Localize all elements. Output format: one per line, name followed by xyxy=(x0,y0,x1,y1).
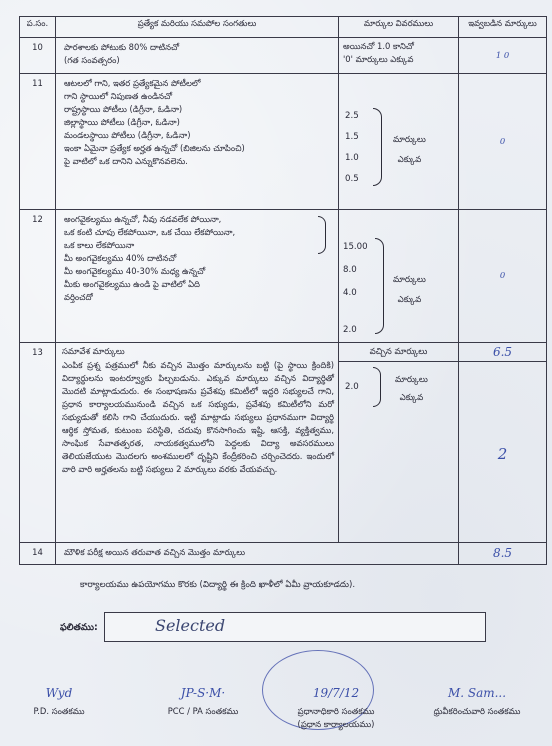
table-row-14 xyxy=(20,543,547,565)
criteria-line: ఇంకా ఏమైనా ప్రత్యేక అర్హత ఉన్నచో (బిజిలను చూపించి) xyxy=(64,143,245,154)
row-number: 10 xyxy=(20,38,56,74)
criteria-line: పై వాటిలో ఒక దానిని ఎన్నుకొనవలెను. xyxy=(64,156,188,167)
signature-label: P.D. సంతకము xyxy=(33,706,85,716)
brace-mark xyxy=(373,367,381,407)
criteria-line: మౌళిక పరీక్ష అయిన తరువాత వచ్చిన మొత్తం మార్కులు xyxy=(64,547,246,557)
criteria-line: గాని స్థాయిలో నిపుణత ఉండినచో xyxy=(64,91,173,102)
awarded-column xyxy=(459,343,547,543)
awarded-mark: 1 0 xyxy=(459,38,547,74)
table-row-11 xyxy=(20,74,547,210)
score-value: 4.0 xyxy=(343,288,357,298)
signature-label: ధ్రువీకరించువారి సంతకము xyxy=(433,706,521,716)
criteria-line: ఆటలలో గాని, ఇతర ప్రత్యేకమైన పోటీలలో xyxy=(64,78,201,88)
header-criteria: ప్రత్యేక మరియు సమపోల సంగతులు xyxy=(56,17,339,38)
awarded-mark: 2 xyxy=(497,445,508,463)
signature-verifier xyxy=(412,686,542,719)
brace-mark xyxy=(375,238,384,334)
brace-mark xyxy=(318,216,326,254)
received-marks-label: వచ్చిన మార్కులు xyxy=(339,343,458,362)
result-section xyxy=(60,612,486,642)
signature-scrawl: Wyd xyxy=(45,686,73,700)
header-sno: ప.సం. xyxy=(20,17,56,38)
row-marks-detail xyxy=(339,210,459,343)
signature-principal xyxy=(276,686,396,732)
score-value: 1.5 xyxy=(345,132,359,142)
signature-sublabel: (ప్రధాన కార్యాలయము) xyxy=(297,719,375,729)
row-criteria xyxy=(56,74,339,210)
row-marks-detail xyxy=(339,38,459,74)
criteria-paragraph: ఎంపిక ప్రశ్న పత్రములో నీకు వచ్చిన మొత్తం మార్కులను బట్టి (పై స్థాయి క్రిందికి) విద్యార్థులను ఇంటర్వ్యూకు పిల్చబడును. ఎక్కువ మార్కులు వచ్చిన విద్యార్థితో మొదటి మాట్లాడుదురు. ఈ సంభాషణను ప్రవేశపు కమిటీలో ఇద్దరి సభ్యులచే గాని, ప్రధాన కార్యాలయమునుండి వచ్చిన ఒక సభ్యుడు, ప్రవేశపు కమిటీలోని మరో సభ్యుడుతో కలిసి గాని చేయుదురు. ఇట్టి మాట్లాడు సభ్యులు ప్రధానముగా విద్యార్థి ఆర్థిక స్తోమత, కుటుంబ పరిస్థితి, చదువు కొనసాగించు ఇష్టి, ఆసక్తి, వ్యక్తిత్వము, సాంఘిక సేవాతత్పరత, నాయకత్వములోని పెద్దలకు విద్యా అవసరములు తెలియజేయుట మొదలగు అంశములలో దృష్టిని కేంద్రీకరించి చర్చించెదరు. ఇందులో వారి వారి అర్హతలను బట్టి సభ్యులు 2 మార్కులు వరకు వేయవచ్చు. xyxy=(62,360,334,475)
criteria-line: రాష్ట్రస్థాయి పోటీలు (డిగ్రీనా, ఓడినా) xyxy=(64,104,183,115)
row-number: 12 xyxy=(20,210,56,343)
table-row-13 xyxy=(20,343,547,543)
criteria-line: పారశాలకు పోటుకు 80% దాటినచో xyxy=(64,42,180,52)
brace-mark xyxy=(373,108,382,186)
detail-line: '0' మార్కులు ఎక్కువ xyxy=(343,54,414,65)
office-use-note: కార్యాలయము ఉపయోగము కొరకు (విద్యార్థి ఈ క్రింది ఖాళీలో ఏమీ వ్రాయకూడదు). xyxy=(80,580,356,590)
result-label: ఫలితము: xyxy=(60,622,98,633)
score-label: ఎక్కువ xyxy=(399,393,424,403)
signature-scrawl: 19/7/12 xyxy=(312,686,360,700)
criteria-line: మీ అంగవైకల్యము 40-30% మధ్య ఉన్నచో xyxy=(64,266,206,277)
criteria-line: అంగవైకల్యము ఉన్నచో, నీవు నడవలేక పోయినా, xyxy=(64,214,222,224)
score-label: మార్కులు xyxy=(393,135,426,145)
row-criteria xyxy=(56,543,459,565)
criteria-line: మీకు అంగవైకల్యము ఉండి పై వాటిలో ఏది xyxy=(64,279,200,290)
table-row-12 xyxy=(20,210,547,343)
criteria-line: ఒక కంటి చూపు లేకపోయినా, ఒక చేయి లేకపోయినా, xyxy=(64,227,236,238)
score-value: 15.00 xyxy=(343,242,368,252)
row-number: 14 xyxy=(20,543,56,565)
result-field[interactable] xyxy=(104,612,486,642)
row-criteria xyxy=(56,343,339,543)
criteria-line: జిల్లాస్థాయి పోటీలు (డిగ్రీనా, ఓడినా) xyxy=(64,117,180,128)
row-criteria xyxy=(56,38,339,74)
criteria-line: మీ అంగవైకల్యము 40% దాటినచో xyxy=(64,253,177,264)
header-awarded: ఇవ్వబడిన మార్కులు xyxy=(459,17,547,38)
signature-scrawl: JP-S·M· xyxy=(180,686,226,700)
criteria-line: (గత సంవత్సరం) xyxy=(64,55,120,66)
criteria-line: వర్తించదో xyxy=(64,292,93,303)
table-header xyxy=(20,17,547,38)
table-row-10 xyxy=(20,38,547,74)
row-number: 11 xyxy=(20,74,56,210)
received-marks-value: 6.5 xyxy=(459,343,546,362)
row-criteria xyxy=(56,210,339,343)
header-marks-detail: మార్కుల వివరములు xyxy=(339,17,459,38)
row-number: 13 xyxy=(20,343,56,543)
score-value: 0.5 xyxy=(345,174,359,184)
score-label: ఎక్కువ xyxy=(397,155,422,165)
score-label: మార్కులు xyxy=(395,375,428,385)
detail-line: అయినచో 1.0 కానిచో xyxy=(343,41,414,51)
score-value: 8.0 xyxy=(343,265,357,275)
score-value: 2.5 xyxy=(345,111,359,121)
score-value: 2.0 xyxy=(343,325,357,335)
signature-scrawl: M. Sam... xyxy=(447,686,507,700)
criteria-title: సమావేశ మార్కులు xyxy=(62,346,125,356)
total-marks: 8.5 xyxy=(459,543,547,565)
score-value: 2.0 xyxy=(345,382,359,392)
score-value: 1.0 xyxy=(345,153,359,163)
result-value: Selected xyxy=(155,616,226,635)
row-marks-detail xyxy=(339,343,459,543)
signature-pd xyxy=(14,686,104,719)
score-label: ఎక్కువ xyxy=(397,295,422,305)
awarded-mark: 0 xyxy=(459,210,547,343)
marks-table xyxy=(19,16,547,565)
signature-label: PCC / PA సంతకము xyxy=(167,706,239,716)
row-marks-detail xyxy=(339,74,459,210)
score-label: మార్కులు xyxy=(393,275,426,285)
signature-pcc xyxy=(148,686,258,719)
signature-label: ప్రధానాధికారి సంతకము xyxy=(297,706,375,716)
criteria-line: మండలస్థాయి పోటీలు (డిగ్రీనా, ఓడినా) xyxy=(64,130,191,141)
criteria-line: ఒక కాలు లేకపోయినా xyxy=(64,240,135,251)
awarded-mark: 0 xyxy=(459,74,547,210)
